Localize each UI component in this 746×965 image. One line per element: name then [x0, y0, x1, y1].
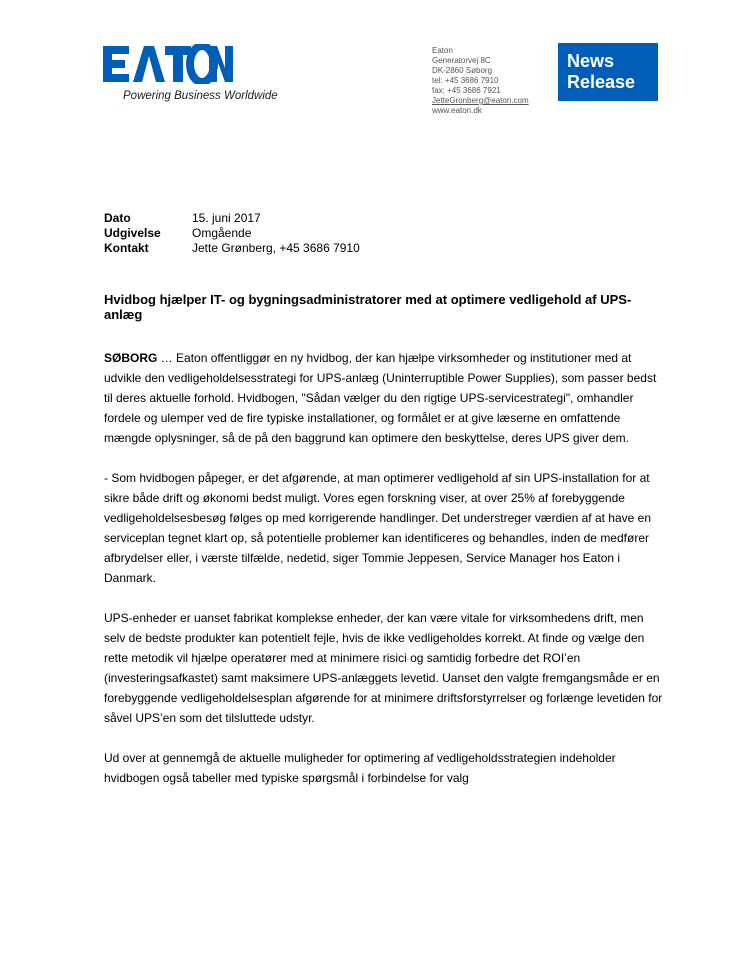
- article-body: [104, 348, 664, 808]
- release-value: Omgående: [192, 226, 252, 240]
- date-label: Dato: [104, 211, 131, 225]
- address-line: DK-2860 Søborg: [432, 66, 493, 75]
- paragraph-text: … Eaton offentliggør en ny hvidbog, der kan hjælpe virksomheder og institutioner med at udvikle den vedligeholdelsesstrategi for UPS-anlæg (Uninterruptible Power Supplies), som passer bedst til deres aktuelle forhold. Hvidbogen, "Sådan vælger du den rigtige UPS-servicestrategi", omhandler fordele og ulemper ved de fire typiske installationer, og formålet er at give læserne en omfattende mængde oplysninger, så de på den baggrund kan optimere den beskyttelse, deres UPS giver dem.: [104, 351, 657, 445]
- email-link[interactable]: JetteGronberg@eaton.com: [432, 96, 529, 105]
- release-label: Release: [567, 72, 636, 92]
- contact-row: [104, 241, 360, 256]
- fax: fax: +45 3686 7921: [432, 86, 501, 95]
- tagline: Powering Business Worldwide: [123, 90, 278, 102]
- eaton-logo-mark: [103, 44, 233, 84]
- date-row: [104, 211, 360, 226]
- contact-label: Kontakt: [104, 241, 149, 255]
- date-value: 15. juni 2017: [192, 211, 261, 225]
- paragraph: - Som hvidbogen påpeger, er det afgørende, at man optimerer vedligehold af sin UPS-installation for at sikre både drift og økonomi bedst muligt. Vores egen forskning viser, at over 25% af forebyggende vedligeholdelsesbesøg følges op med korrigerende handlinger. Det understreger værdien af at have en serviceplan tegnet klart op, så potentielle problemer kan identificeres og behandles, inden de medfører afbrydelser eller, i værste tilfælde, nedetid, siger Tommie Jeppesen, Service Manager hos Eaton i Danmark.: [104, 471, 651, 585]
- eaton-logo: [103, 44, 283, 84]
- news-release-badge: [558, 43, 658, 101]
- release-label: Udgivelse: [104, 226, 161, 240]
- phone: tel: +45 3686 7910: [432, 76, 499, 85]
- address-line: Eaton: [432, 46, 453, 55]
- paragraph: Ud over at gennemgå de aktuelle muligheder for optimering af vedligeholdsstrategien indeholder hvidbogen også tabeller med typiske spørgsmål i forbindelse for valg: [104, 751, 616, 785]
- paragraph: [104, 348, 664, 448]
- address-line: Generatorvej 8C: [432, 56, 491, 65]
- website: www.eaton.dk: [432, 106, 482, 115]
- address-block: [432, 46, 529, 116]
- news-label: News: [567, 51, 615, 71]
- headline: Hvidbog hjælper IT- og bygningsadministratorer med at optimere vedligehold af UPS-anlæg: [104, 292, 632, 322]
- dateline: SØBORG: [104, 351, 158, 365]
- meta-block: [104, 211, 360, 256]
- paragraph: UPS-enheder er uanset fabrikat komplekse enheder, der kan være vitale for virksomhedens drift, men selv de bedste produkter kan potentielt fejle, hvis de ikke vedligeholdes korrekt. At finde og vælge den rette metodik vil hjælpe operatører med at minimere risici og samtidig forbedre det ROI’en (investeringsafkastet) samt maksimere UPS-anlæggets levetid. Uanset den valgte fremgangsmåde er en forebyggende vedligeholdelsesplan afgørende for at minimere driftsforstyrrelser og forlænge levetiden for såvel UPS’en som det tilsluttede udstyr.: [104, 611, 663, 725]
- contact-value: Jette Grønberg, +45 3686 7910: [192, 241, 360, 255]
- release-row: [104, 226, 360, 241]
